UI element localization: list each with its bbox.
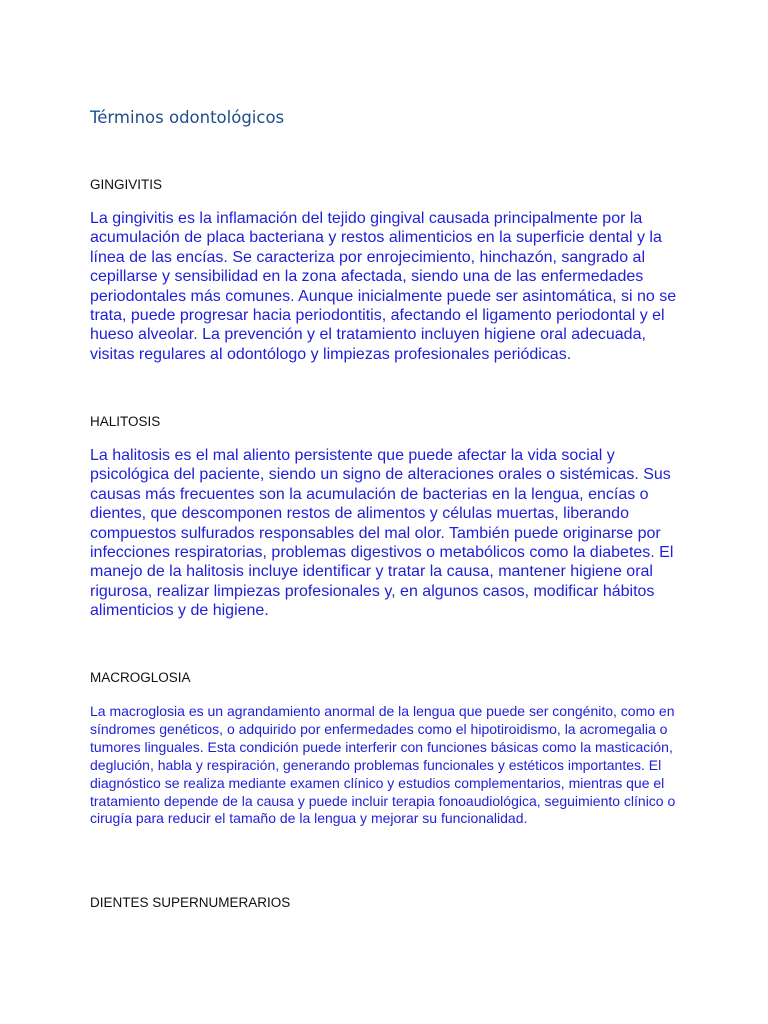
term-body-halitosis: La halitosis es el mal aliento persistente que puede afectar la vida social y psicológica del paciente, siendo un signo de alteraciones orales o sistémicas. Sus causas más frecuentes son la acumulación de bacterias en la lengua, encías o dientes, que descomponen restos de alimentos y células muertas, liberando compuestos sulfurados responsables del mal olor. También puede originarse por infecciones respiratorias, problemas digestivos o metabólicos como la diabetes. El manejo de la halitosis incluye identificar y tratar la causa, mantener higiene oral rigurosa, realizar limpiezas profesionales y, en algunos casos, modificar hábitos alimenticios y de higiene. — [90, 447, 674, 620]
term-heading-gingivitis: GINGIVITIS — [90, 177, 163, 192]
term-body-macroglosia: La macroglosia es un agrandamiento anormal de la lengua que puede ser congénito, como en síndromes genéticos, o adquirido por enfermedades como el hipotiroidismo, la acromegalia o tumores linguales. Esta condición puede interferir con funciones básicas como la masticación, deglución, habla y respiración, generando problemas funcionales y estéticos importantes. El diagnóstico se realiza mediante examen clínico y estudios complementarios, mientras que el tratamiento depende de la causa y puede incluir terapia fonoaudiológica, seguimiento clínico o cirugía para reducir el tamaño de la lengua y mejorar su funcionalidad. — [90, 703, 676, 827]
term-heading-macroglosia: MACROGLOSIA — [90, 670, 191, 685]
term-body-gingivitis: La gingivitis es la inflamación del tejido gingival causada principalmente por la acumulación de placa bacteriana y restos alimenticios en la superficie dental y la línea de las encías. Se caracteriza por enrojecimiento, hinchazón, sangrado al cepillarse y sensibilidad en la zona afectada, siendo una de las enfermedades periodontales más comunes. Aunque inicialmente puede ser asintomática, si no se trata, puede progresar hacia periodontitis, afectando el ligamento periodontal y el hueso alveolar. La prevención y el tratamiento incluyen higiene oral adecuada, visitas regulares al odontólogo y limpiezas profesionales periódicas. — [90, 210, 677, 363]
page-title: Términos odontológicos — [90, 108, 285, 127]
term-heading-dientes-supernumerarios: DIENTES SUPERNUMERARIOS — [90, 895, 291, 910]
term-heading-halitosis: HALITOSIS — [90, 414, 161, 429]
